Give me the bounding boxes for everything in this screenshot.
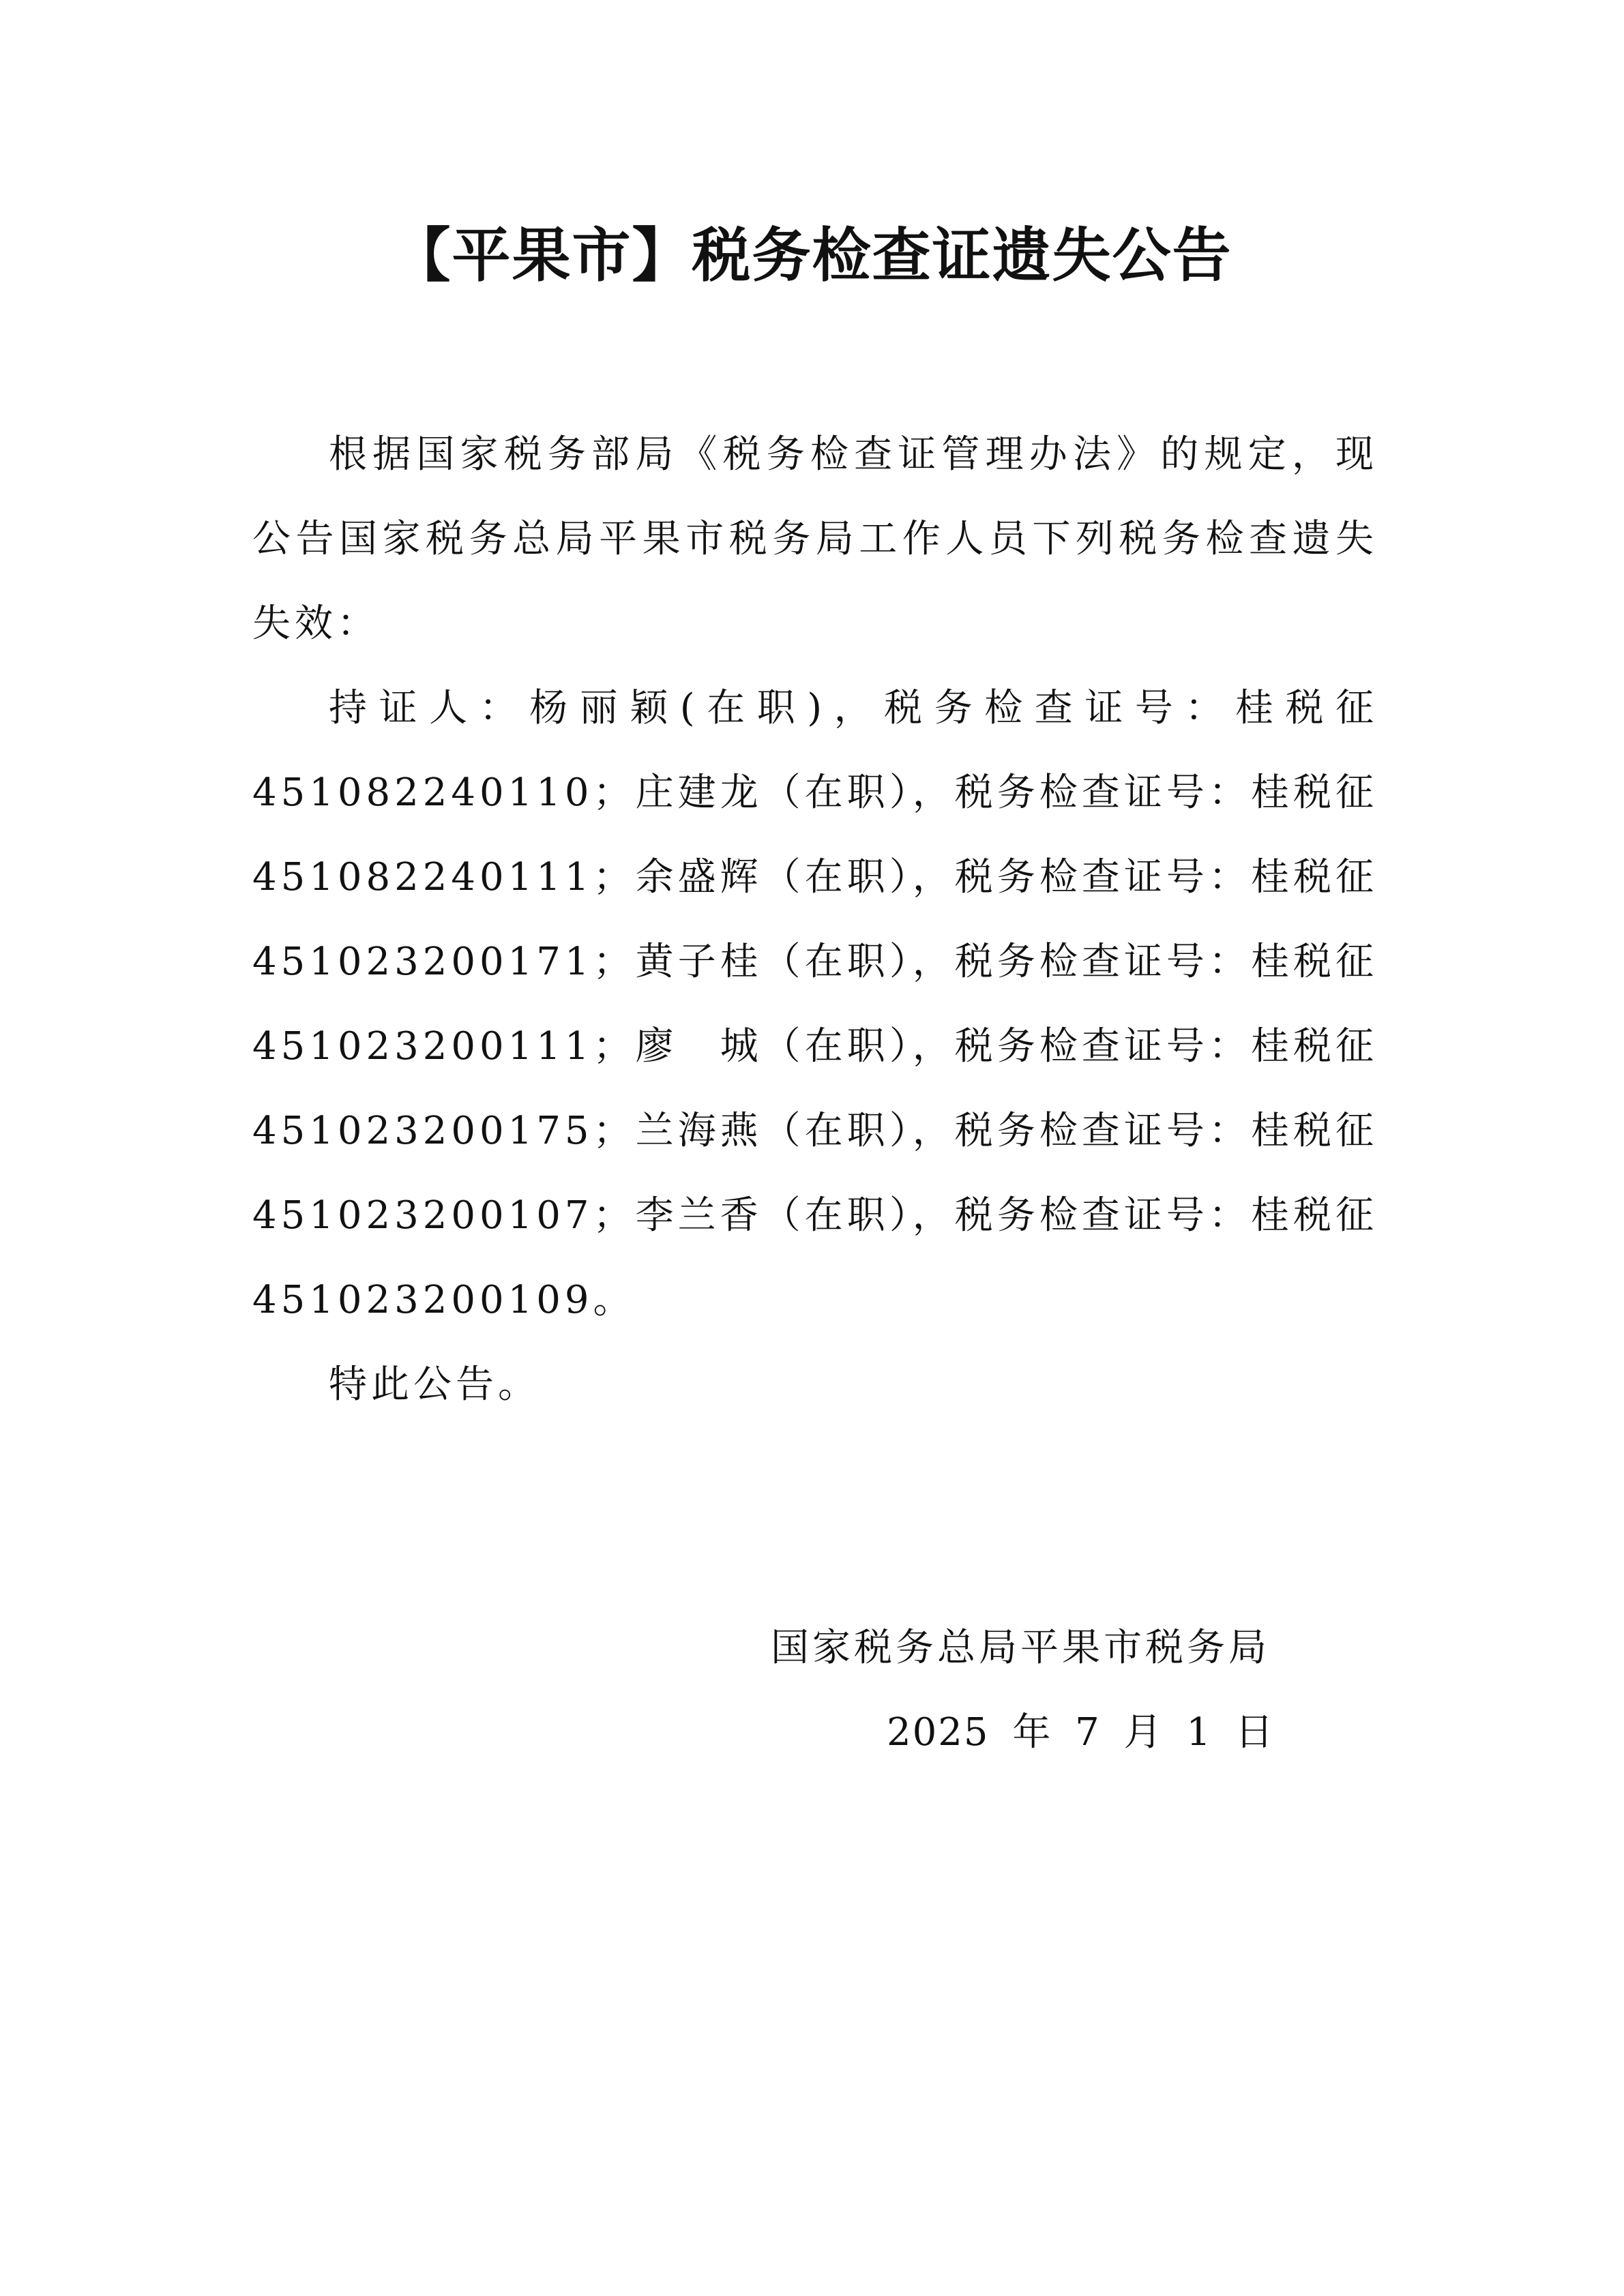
holder-cert-number: 桂税征451023200111 [252,940,1378,1069]
holder-separator: ； [593,1193,636,1238]
holder-name: 李兰香 [635,1193,763,1238]
holder-cert-label: ，税务检查证号： [912,1193,1251,1238]
closing-paragraph [252,1343,1378,1427]
closing-text: 特此公告。 [329,1362,540,1407]
holder-name: 杨丽颖 [529,686,680,730]
holder-separator: 。 [593,1278,636,1322]
holders-paragraph [252,666,1378,1343]
holder-cert-number: 桂税征451082240110 [252,686,1378,815]
holder-list [252,686,1378,1322]
holder-status: （在职） [762,855,913,899]
holder-cert-label: ，税务检查证号： [912,855,1251,899]
page-title: 【平果市】税务检查证遗失公告 [392,222,1232,290]
holder-separator: ； [593,940,636,984]
intro-text: 根据国家税务部局《税务检查证管理办法》的规定，现公告国家税务总局平果市税务局工作人员下列税务检查遗失失效： [252,432,1378,646]
intro-paragraph [252,413,1378,666]
holder-status: （在职） [762,1193,913,1238]
holder-separator: ； [593,771,636,815]
holder-separator: ； [593,855,636,899]
holder-name: 余盛辉 [635,855,763,899]
holder-cert-number: 桂税征451023200171 [252,855,1378,984]
holder-cert-label: ，税务检查证号： [826,686,1235,730]
holder-status: （在职） [762,771,913,815]
signature-block [771,1606,1385,1775]
signature-organization: 国家税务总局平果市税务局 [771,1626,1270,1670]
signature-date: 2025 年 7 月 1 日 [887,1710,1275,1755]
holder-status: （在职） [762,940,913,984]
holder-name: 兰海燕 [635,1109,763,1153]
holder-separator: ； [593,1109,636,1153]
holder-cert-number: 桂税征451023200175 [252,1024,1378,1153]
holder-status: (在职) [679,686,827,730]
holder-cert-number: 桂税征451023200109 [252,1193,1378,1322]
holder-cert-number: 桂税征451023200107 [252,1109,1378,1238]
holder-name: 庄建龙 [635,771,763,815]
holder-cert-label: ，税务检查证号： [912,771,1251,815]
holder-cert-label: ，税务检查证号： [912,940,1251,984]
holder-separator: ； [593,1024,636,1069]
holders-text [252,666,1378,1343]
holder-cert-label: ，税务检查证号： [912,1109,1251,1153]
holder-status: （在职） [762,1109,913,1153]
holder-name: 黄子桂 [635,940,763,984]
holder-cert-label: ，税务检查证号： [912,1024,1251,1069]
holder-cert-number: 桂税征451082240111 [252,771,1378,899]
holders-lead: 持证人： [329,686,530,730]
holder-status: （在职） [762,1024,913,1069]
holder-name: 廖 城 [635,1024,763,1069]
